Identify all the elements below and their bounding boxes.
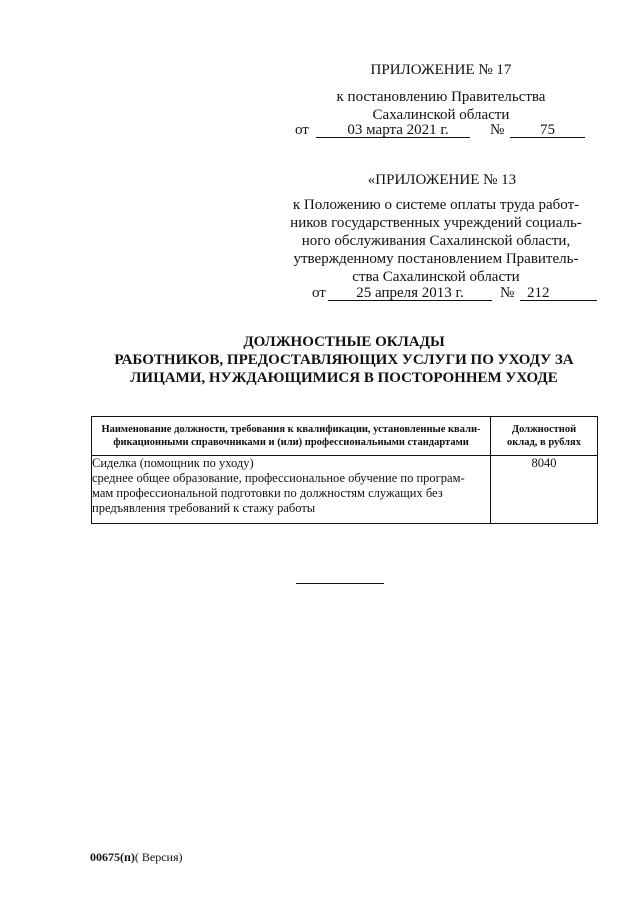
end-separator-line <box>296 583 384 584</box>
footer <box>90 850 183 864</box>
amended-appendix-number-field: 212 <box>520 285 597 301</box>
position-line: мам профессиональной подготовки по должностям служащих без <box>92 486 443 500</box>
column-header-line: Наименование должности, требования к квалификации, установленные квали- <box>101 424 481 435</box>
amended-appendix-line: ства Сахалинской области <box>352 269 520 285</box>
amended-appendix-date-prefix: от <box>312 285 326 301</box>
amended-appendix-line: ного обслуживания Сахалинской области, <box>301 233 571 249</box>
column-header-salary <box>491 417 598 456</box>
amended-appendix-line: к Положению о системе оплаты труда работ- <box>292 197 580 213</box>
table-row <box>92 456 598 524</box>
heading-line: ДОЛЖНОСТНЫЕ ОКЛАДЫ <box>243 334 445 350</box>
salary-cell: 8040 <box>491 456 598 524</box>
heading-line: ЛИЦАМИ, НУЖДАЮЩИМИСЯ В ПОСТОРОННЕМ УХОДЕ <box>130 370 558 386</box>
position-line: среднее общее образование, профессиональное обучение по програм- <box>92 471 465 485</box>
appendix-number-prefix: № <box>490 122 505 138</box>
appendix-date-field: 03 марта 2021 г. <box>316 122 470 138</box>
amended-appendix-line: утвержденному постановлением Правитель- <box>293 251 579 267</box>
appendix-number-field: 75 <box>510 122 585 138</box>
document-version: ( Версия) <box>134 850 183 864</box>
column-header-line: фикационными справочниками и (или) профессиональными стандартами <box>113 437 469 448</box>
appendix-date-prefix: от <box>295 122 309 138</box>
salary-table <box>91 416 598 524</box>
amended-appendix-title: «ПРИЛОЖЕНИЕ № 13 <box>367 172 517 188</box>
amended-appendix-date-field: 25 апреля 2013 г. <box>328 285 492 301</box>
amended-appendix-number-prefix: № <box>500 285 515 301</box>
position-line: предъявления требований к стажу работы <box>92 501 316 515</box>
heading-line: РАБОТНИКОВ, ПРЕДОСТАВЛЯЮЩИХ УСЛУГИ ПО УХОДУ ЗА <box>114 352 574 368</box>
column-header-position <box>92 417 491 456</box>
appendix-line: к постановлению Правительства <box>336 89 546 105</box>
table-header-row <box>92 417 598 456</box>
position-cell <box>92 456 491 524</box>
column-header-line: Должностной <box>511 424 577 435</box>
column-header-line: оклад, в рублях <box>507 437 581 448</box>
appendix-title: ПРИЛОЖЕНИЕ № 17 <box>370 62 512 78</box>
document-code: 00675(п) <box>90 850 135 864</box>
position-line: Сиделка (помощник по уходу) <box>92 456 254 470</box>
appendix-line: Сахалинской области <box>372 107 510 123</box>
amended-appendix-line: ников государственных учреждений социаль- <box>290 215 582 231</box>
